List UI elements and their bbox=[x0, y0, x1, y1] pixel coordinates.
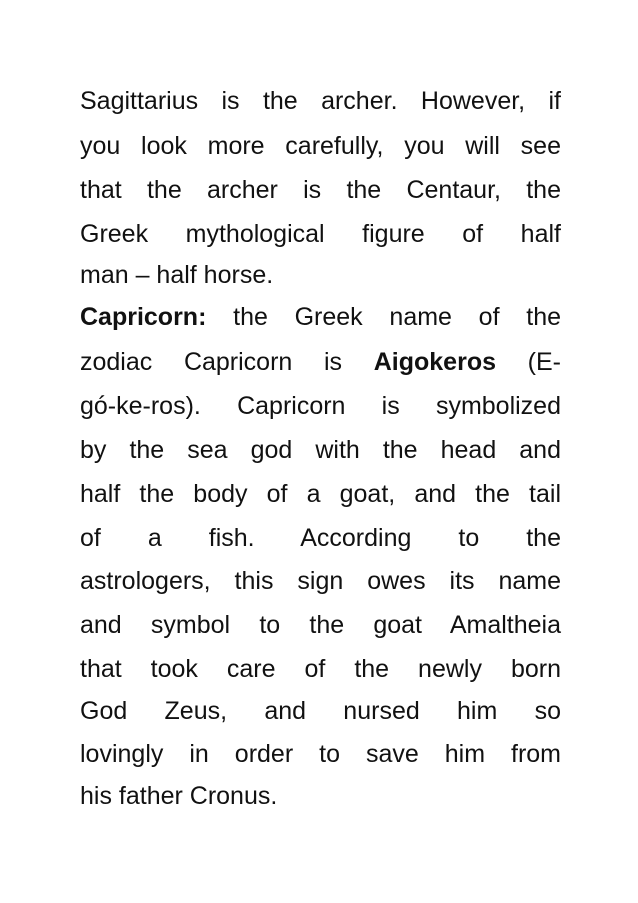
text-line bbox=[80, 297, 561, 337]
text-segment: by the sea god with the head and bbox=[80, 436, 561, 464]
text-segment: Greek mythological figure of half bbox=[80, 220, 561, 248]
text-line bbox=[80, 561, 561, 601]
term-aigokeros: Aigokeros bbox=[373, 348, 496, 376]
text-segment: and symbol to the goat Amaltheia bbox=[80, 611, 561, 639]
text-segment: (E- bbox=[496, 348, 562, 376]
text-line bbox=[80, 386, 561, 426]
text-segment: zodiac Capricorn is bbox=[80, 348, 374, 376]
text-line bbox=[80, 474, 561, 514]
text-segment: God Zeus, and nursed him so bbox=[80, 697, 561, 725]
text-line bbox=[80, 255, 561, 295]
text-line bbox=[80, 214, 561, 254]
text-line bbox=[80, 518, 561, 558]
text-segment: that the archer is the Centaur, the bbox=[80, 176, 561, 204]
text-segment: the Greek name of the bbox=[206, 303, 561, 331]
text-segment: lovingly in order to save him from bbox=[80, 740, 561, 768]
text-line bbox=[80, 776, 561, 816]
text-segment: his father Cronus. bbox=[80, 782, 278, 810]
text-segment: gó-ke-ros). Capricorn is symbolized bbox=[80, 392, 561, 420]
text-line bbox=[80, 126, 561, 166]
text-line bbox=[80, 734, 561, 774]
text-line bbox=[80, 170, 561, 210]
text-segment: Sagittarius is the archer. However, if bbox=[80, 87, 561, 115]
text-segment: that took care of the newly born bbox=[80, 655, 561, 683]
text-line bbox=[80, 342, 561, 382]
text-line bbox=[80, 430, 561, 470]
text-segment: of a fish. According to the bbox=[80, 524, 561, 552]
term-capricorn: Capricorn: bbox=[80, 303, 207, 331]
text-line bbox=[80, 605, 561, 645]
text-segment: you look more carefully, you will see bbox=[80, 132, 561, 160]
text-segment: man – half horse. bbox=[80, 261, 274, 289]
text-line bbox=[80, 691, 561, 731]
text-segment: astrologers, this sign owes its name bbox=[80, 567, 561, 595]
text-line bbox=[80, 649, 561, 689]
text-segment: half the body of a goat, and the tail bbox=[80, 480, 561, 508]
text-line bbox=[80, 81, 561, 121]
